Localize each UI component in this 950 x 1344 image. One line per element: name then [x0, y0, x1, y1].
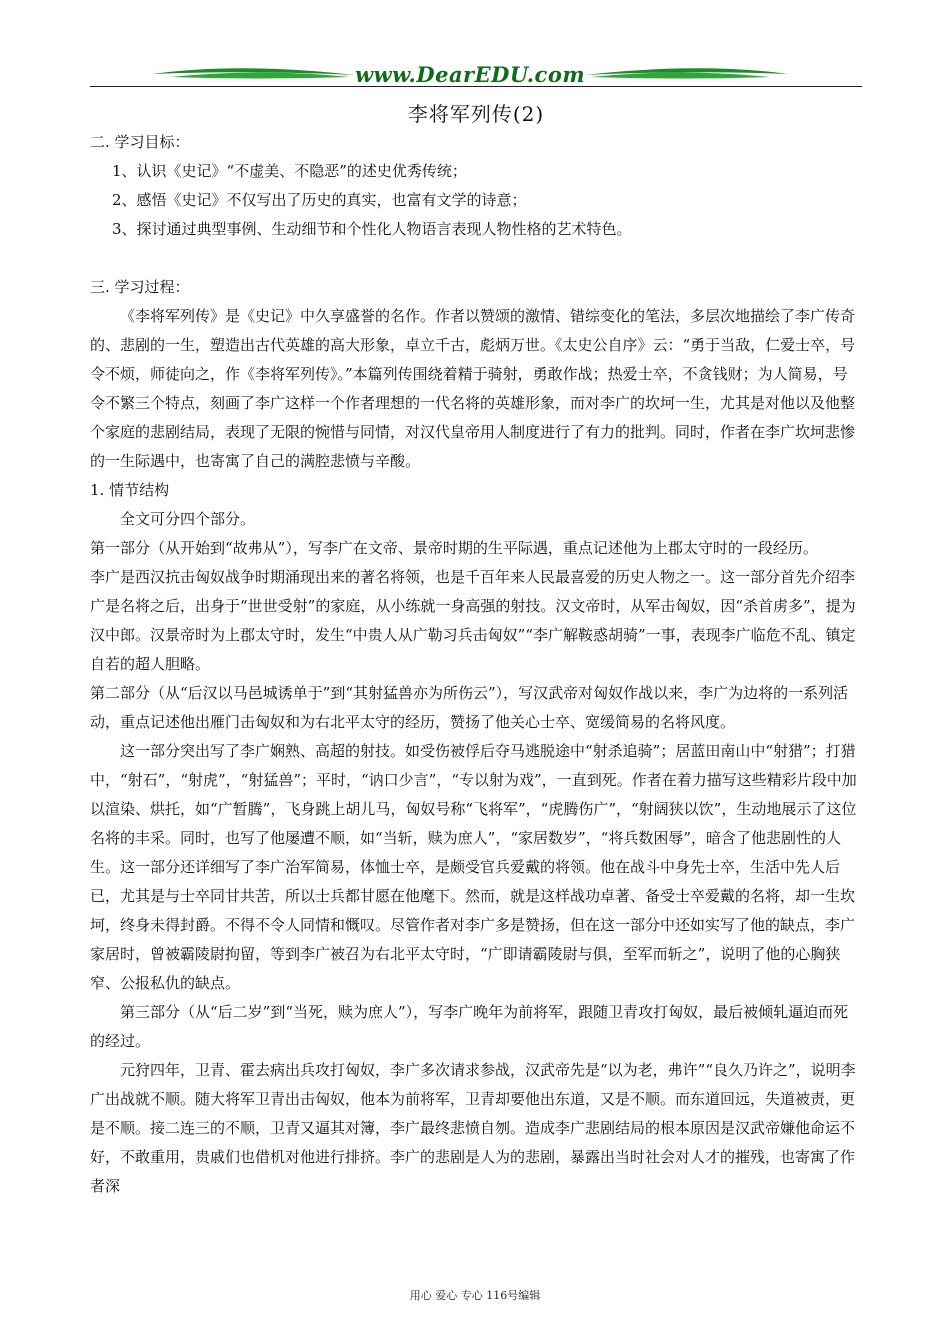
goal-item: 1、认识《史记》“不虚美、不隐恶”的述史优秀传统； — [112, 162, 467, 180]
part2-summary: 第二部分（从“后汉以马邑城诱单于”到“其射猛兽亦为所伤云”），写汉武帝对匈奴作战以来，李广为边将的一系列活动，重点记述他出雁门击匈奴和为右北平太守的经历，赞扬了他关心士卒、宽缓简易的名将风度。 — [90, 684, 849, 731]
process-heading: 三. 学习过程： — [90, 278, 190, 296]
part1-summary: 第一部分（从开始到“故弗从”），写李广在文帝、景帝时期的生平际遇，重点记述他为上郡太守时的一段经历。 — [90, 539, 818, 557]
part3-summary: 第三部分（从“后二岁”到“当死，赎为庶人”），写李广晚年为前将军，跟随卫青攻打匈奴，最后被倾轧逼迫而死的经过。 — [90, 1003, 849, 1050]
part2-detail: 这一部分突出写了李广娴熟、高超的射技。如受伤被俘后夺马逃脱途中“射杀追骑”；居蓝田南山中“射猎”；打猎中，“射石”，“射虎”，“射猛兽”；平时，“讷口少言”，“专以射为戏”，一直到死。作者在着力描写这些精彩片段中加以渲染、烘托，如“广暂腾”，飞身跳上胡儿马，匈奴号称“飞将军”，“虎腾伤广”，“射阔狭以饮”，生动地展示了这位名将的丰采。同时，也写了他屡遭不顺，如“当斩，赎为庶人”，“家居数岁”，“将兵数困辱”，暗含了他悲剧性的人生。这一部分还详细写了李广治军简易，体恤士卒，是颇受官兵爱戴的将领。他在战斗中身先士卒，生活中先人后已，尤其是与士卒同甘共苦，所以士兵都甘愿在他麾下。然而，就是这样战功卓著、备受士卒爱戴的名将，却一生坎坷，终身未得封爵。不得不令人同情和慨叹。尽管作者对李广多是赞扬，但在这一部分中还如实写了他的缺点，李广家居时，曾被霸陵尉拘留，等到李广被召为右北平太守时，“广即请霸陵尉与俱，至军而斩之”，说明了他的心胸狭窄、公报私仇的缺点。 — [90, 742, 857, 992]
part3-detail: 元狩四年，卫青、霍去病出兵攻打匈奴，李广多次请求参战，汉武帝先是“以为老，弗许”“良久乃许之”，说明李广出战就不顺。随大将军卫青出击匈奴，他本为前将军，卫青却要他出东道，又是不顺。而东道回远，失道被责，更是不顺。接二连三的不顺，卫青又逼其对簿，李广最终悲愤自刎。造成李广悲剧结局的根本原因是汉武帝嫌他命运不好，不敢重用，贵戚们也借机对他进行排挤。李广的悲剧是人为的悲剧，暴露出当时社会对人才的摧残，也寄寓了作者深 — [90, 1061, 856, 1195]
page-title: 李将军列传(2) — [407, 102, 545, 126]
section-heading: 1. 情节结构 — [90, 481, 170, 499]
goal-item: 3、探讨通过典型事例、生动细节和个性化人物语言表现人物性格的艺术特色。 — [112, 220, 632, 238]
site-header-banner — [150, 58, 790, 94]
section-lead: 全文可分四个部分。 — [120, 510, 256, 528]
goal-item: 2、感悟《史记》不仅写出了历史的真实，也富有文学的诗意； — [112, 191, 527, 209]
header-divider — [90, 86, 862, 87]
goals-heading: 二. 学习目标： — [90, 133, 190, 151]
page-footer: 用心 爱心 专心 116号编辑 — [409, 1289, 541, 1302]
spacer — [90, 244, 862, 273]
document-body — [90, 128, 862, 1201]
intro-paragraph: 《李将军列传》是《史记》中久享盛誉的名作。作者以赞颂的激情、错综变化的笔法，多层次地描绘了李广传奇的、悲剧的一生，塑造出古代英雄的高大形象，卓立千古，彪炳万世。《太史公自序》云：“勇于当敌，仁爱士卒，号令不烦，师徒向之，作《李将军列传》。”本篇列传围绕着精于骑射，勇敢作战；热爱士卒，不贪钱财；为人简易，号令不繁三个特点，刻画了李广这样一个作者理想的一代名将的英雄形象，而对李广的坎坷一生，尤其是对他以及他整个家庭的悲剧结局，表现了无限的惋惜与同情，对汉代皇帝用人制度进行了有力的批判。同时，作者在李广坎坷悲惨的一生际遇中，也寄寓了自己的满腔悲愤与辛酸。 — [90, 307, 856, 470]
site-url: www.DearEDU.com — [354, 62, 586, 87]
part1-detail: 李广是西汉抗击匈奴战争时期涌现出来的著名将领，也是千百年来人民最喜爱的历史人物之一。这一部分首先介绍李广是名将之后，出身于“世世受射”的家庭，从小练就一身高强的射技。汉文帝时，从军击匈奴，因“杀首虏多”，提为汉中郎。汉景帝时为上郡太守时，发生“中贵人从广勒习兵击匈奴”“李广解鞍惑胡骑”一事，表现李广临危不乱、镇定自若的超人胆略。 — [90, 568, 856, 673]
